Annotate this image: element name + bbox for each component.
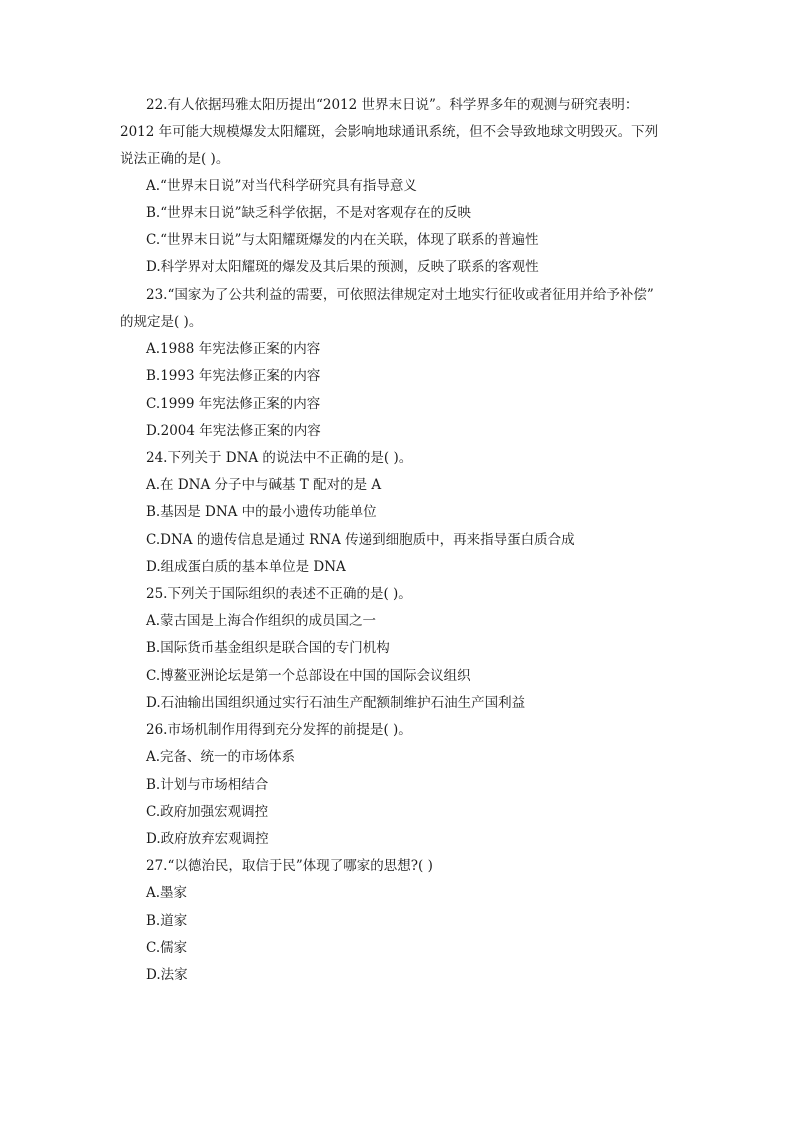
question-24-option-c: C.DNA 的遗传信息是通过 RNA 传递到细胞质中，再来指导蛋白质合成 bbox=[146, 532, 575, 548]
question-24-stem-line-1: 24.下列关于 DNA 的说法中不正确的是( )。 bbox=[146, 450, 413, 466]
question-27-option-b: B.道家 bbox=[146, 913, 188, 929]
question-26-stem-line-1: 26.市场机制作用得到充分发挥的前提是( )。 bbox=[146, 722, 412, 738]
question-26-option-a: A.完备、统一的市场体系 bbox=[146, 749, 296, 765]
question-24-option-a: A.在 DNA 分子中与碱基 T 配对的是 A bbox=[146, 477, 382, 493]
question-24-option-b: B.基因是 DNA 中的最小遗传功能单位 bbox=[146, 504, 377, 520]
question-22-stem-line-3: 说法正确的是( )。 bbox=[120, 151, 230, 167]
question-26-option-c: C.政府加强宏观调控 bbox=[146, 804, 269, 820]
question-27-option-d: D.法家 bbox=[146, 967, 188, 983]
question-22-option-b: B.“世界末日说”缺乏科学依据，不是对客观存在的反映 bbox=[146, 205, 472, 221]
question-23-option-c: C.1999 年宪法修正案的内容 bbox=[146, 396, 321, 412]
question-23-option-b: B.1993 年宪法修正案的内容 bbox=[146, 368, 321, 384]
question-23-stem-line-2: 的规定是( )。 bbox=[120, 314, 203, 330]
question-22-option-c: C.“世界末日说”与太阳耀斑爆发的内在关联，体现了联系的普遍性 bbox=[146, 232, 539, 248]
question-25-option-c: C.博鳌亚洲论坛是第一个总部设在中国的国际会议组织 bbox=[146, 668, 471, 684]
question-22-option-d: D.科学界对太阳耀斑的爆发及其后果的预测，反映了联系的客观性 bbox=[146, 259, 539, 275]
question-25-stem-line-1: 25.下列关于国际组织的表述不正确的是( )。 bbox=[146, 586, 412, 602]
question-22-stem-line-2: 2012 年可能大规模爆发太阳耀斑，会影响地球通讯系统，但不会导致地球文明毁灭。下列 bbox=[120, 124, 659, 140]
question-25-option-a: A.蒙古国是上海合作组织的成员国之一 bbox=[146, 613, 377, 629]
question-22-stem-line-1: 22.有人依据玛雅太阳历提出“2012 世界末日说”。科学界多年的观测与研究表明： bbox=[146, 97, 639, 113]
question-27-stem-line-1: 27.“以德治民，取信于民”体现了哪家的思想?( ) bbox=[146, 858, 433, 874]
question-27-option-c: C.儒家 bbox=[146, 940, 188, 956]
question-26-option-b: B.计划与市场相结合 bbox=[146, 777, 269, 793]
question-24-option-d: D.组成蛋白质的基本单位是 DNA bbox=[146, 559, 346, 575]
question-23-option-a: A.1988 年宪法修正案的内容 bbox=[146, 341, 321, 357]
question-22-option-a: A.“世界末日说”对当代科学研究具有指导意义 bbox=[146, 178, 417, 194]
question-25-option-b: B.国际货币基金组织是联合国的专门机构 bbox=[146, 640, 390, 656]
question-26-option-d: D.政府放弃宏观调控 bbox=[146, 831, 269, 847]
question-25-option-d: D.石油输出国组织通过实行石油生产配额制维护石油生产国利益 bbox=[146, 695, 526, 711]
question-27-option-a: A.墨家 bbox=[146, 885, 188, 901]
question-23-option-d: D.2004 年宪法修正案的内容 bbox=[146, 423, 321, 439]
question-23-stem-line-1: 23.“国家为了公共利益的需要，可依照法律规定对土地实行征收或者征用并给予补偿” bbox=[146, 287, 654, 303]
